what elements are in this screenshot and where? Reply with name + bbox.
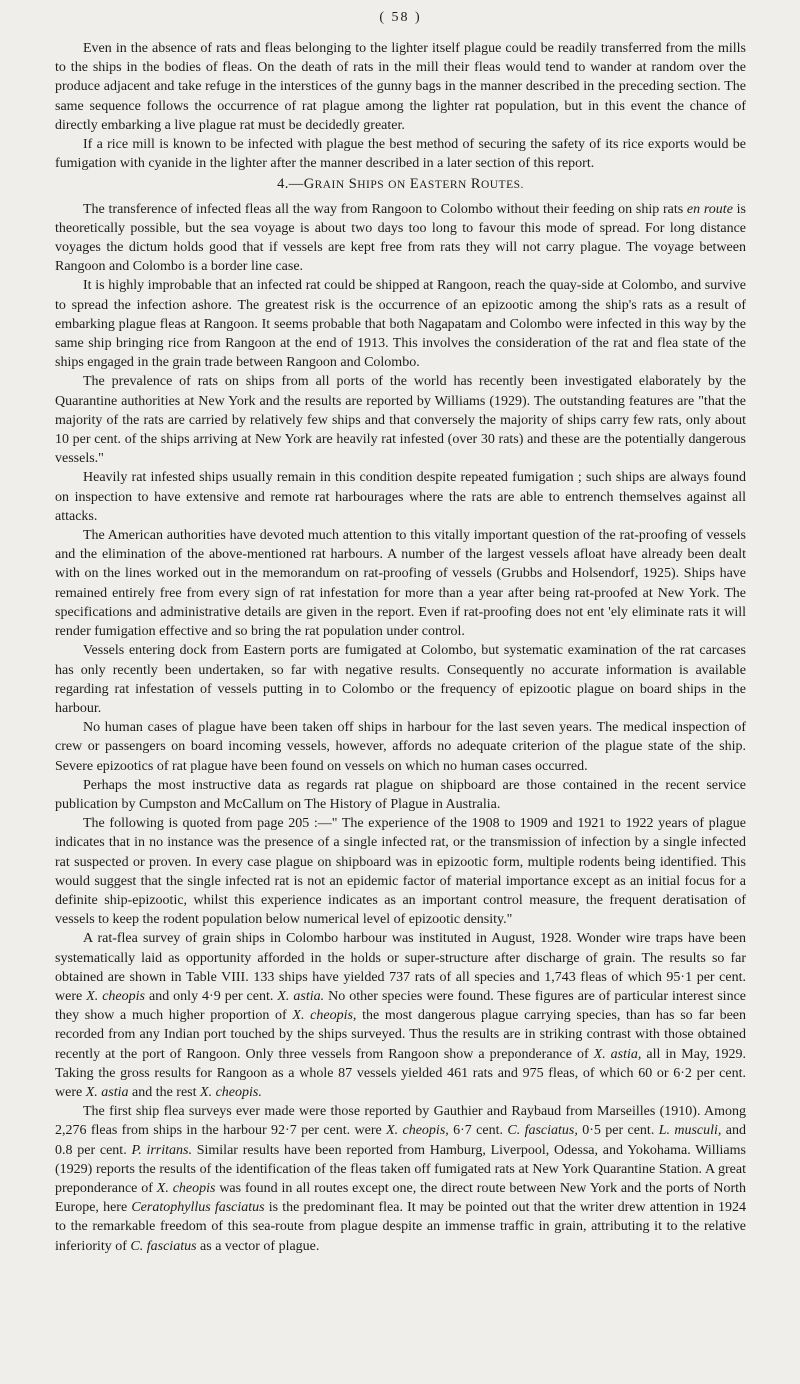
paragraph: A rat-flea survey of grain ships in Colombo harbour was instituted in August, 1928. Wonder wire traps have been systematically laid as opportunity afforded in the holds or super-structure after discharge of grain. The results so far obtained are shown in Table VIII. 133 ships have yielded 737 rats of all species and 1,743 fleas of which 95·1 per cent. were X. cheopis and only 4·9 per cent. X. astia. No other species were found. These figures are of particular interest since they show a much higher proportion of X. cheopis, the most dangerous plague carrying species, than has so far been recorded from any Indian port touched by the ships surveyed. Thus the results are in striking contrast with those obtained recently at the port of Rangoon. Only three vessels from Rangoon show a preponderance of X. astia, all in May, 1929. Taking the gross results for Rangoon as a whole 87 vessels yielded 461 rats and 975 fleas, of which 60 or 6·2 per cent. were X. astia and the rest X. cheopis. [55, 931, 747, 1100]
body-text [55, 39, 746, 1256]
paragraph: It is highly improbable that an infected rat could be shipped at Rangoon, reach the quay-side at Colombo, and survive to spread the infection ashore. The greatest risk is the occurrence of an epizootic among the ship's rats as a result of embarking plague fleas at Rangoon. It seems probable that both Nagapatam and Colombo were infected in this way by the same ship bringing rice from Rangoon at the end of 1913. This involves the consideration of the rat and flea state of the ships engaged in the grain trade between Rangoon and Colombo. [55, 278, 746, 371]
paragraph: No human cases of plague have been taken off ships in harbour for the last seven years. The medical inspection of crew or passengers on board incoming vessels, however, affords no adequate criterion of the plague state of the ship. Severe epizootics of rat plague have been found on vessels on which no human cases occurred. [55, 720, 746, 774]
paragraph: The first ship flea surveys ever made were those reported by Gauthier and Raybaud from Marseilles (1910). Among 2,276 fleas from ships in the harbour 92·7 per cent. were X. cheopis, 6·7 cent. C. fasciatus, 0·5 per cent. L. musculi, and 0.8 per cent. P. irritans. Similar results have been reported from Hamburg, Liverpool, Odessa, and Yokohama. Williams (1929) reports the results of the identification of the fleas taken off fumigated rats at New York Quarantine Station. A great preponderance of X. cheopis was found in all routes except one, the direct route between New York and the ports of North Europe, here Ceratophyllus fasciatus is the predominant flea. It may be pointed out that the writer drew attention in 1924 to the remarkable freedom of this sea-route from plague despite an immense traffic in grain, attributing it to the relative inferiority of C. fasciatus as a vector of plague. [55, 1104, 747, 1254]
paragraph: The prevalence of rats on ships from all ports of the world has recently been investigated elaborately by the Quarantine authorities at New York and the results are reported by Williams (1929). The outstanding features are "that the majority of the rats are carried by relatively few ships and that conversely the majority of ships carry few rats, only about 10 per cent. of the ships arriving at New York are heavily rat infested (over 30 rats) and these are the potentially dangerous vessels." [55, 374, 746, 467]
paragraph: Vessels entering dock from Eastern ports are fumigated at Colombo, but systematic examination of the rat carcases has only recently been undertaken, so far with negative results. Consequently no accurate information is available regarding rat infestation of vessels putting in to Colombo or the frequency of epizootic plague on board ships in the harbour. [55, 643, 746, 716]
paragraph: The American authorities have devoted much attention to this vitally important question of the rat-proofing of vessels and the elimination of the above-mentioned rat harbours. A number of the largest vessels afloat have already been dealt with on the lines worked out in the memorandum on rat-proofing of vessels (Grubbs and Holsendorf, 1925). Ships have remained entirely free from every sign of rat infestation for more than a year after being rat-proofed at New York. The specifications and administrative details are given in the report. Even if rat-proofing does not ent 'ely eliminate rats it will render fumigation effective and so bring the rat population under control. [55, 528, 746, 640]
paragraph: The transference of infected fleas all the way from Rangoon to Colombo without their feeding on ship rats en route is theoretically possible, but the sea voyage is about two days too long to favour this mode of spread. For long distance voyages the dictum holds good that if vessels are kept free from rats they will not carry plague. The voyage between Rangoon and Colombo is a border line case. [55, 201, 747, 275]
section-heading: 4.—GRAIN SHIPS ON EASTERN ROUTES. [277, 176, 524, 193]
paragraph: Perhaps the most instructive data as regards rat plague on shipboard are those contained in the recent service publication by Cumpston and McCallum on The History of Plague in Australia. [55, 777, 746, 812]
paragraph: Even in the absence of rats and fleas belonging to the lighter itself plague could be readily transferred from the mills to the ships in the bodies of fleas. On the death of rats in the mill their fleas would tend to wander at random over the produce adjacent and take refuge in the interstices of the gunny bags in the manner described in the preceding section. The same sequence follows the occurrence of rat plague among the lighter rat population, but in this event the chance of directly embarking a live plague rat must be decidedly greater. [55, 41, 746, 133]
page-number: ( 58 ) [379, 10, 422, 25]
paragraph: The following is quoted from page 205 :—" The experience of the 1908 to 1909 and 1921 to 1922 years of plague indicates that in no instance was the presence of a single infected rat, or the transmission of infection by a single infected rat suspected or proven. In every case plague on shipboard was in epizootic form, multiple rodents being identified. This would suggest that the single infected rat is not an epidemic factor of material importance except as an initial focus for a definite ship-epizootic, whilst this experience indicates as an important control measure, the frequent deratisation of vessels to keep the rodent population below numerical level of epizootic density." [55, 816, 746, 928]
paragraph: Heavily rat infested ships usually remain in this condition despite repeated fumigation ; such ships are always found on inspection to have extensive and remote rat harbourages where the rats are able to entrench themselves against all attacks. [55, 470, 746, 524]
paragraph: If a rice mill is known to be infected with plague the best method of securing the safety of its rice exports would be fumigation with cyanide in the lighter after the manner described in a later section of this report. [55, 137, 746, 172]
